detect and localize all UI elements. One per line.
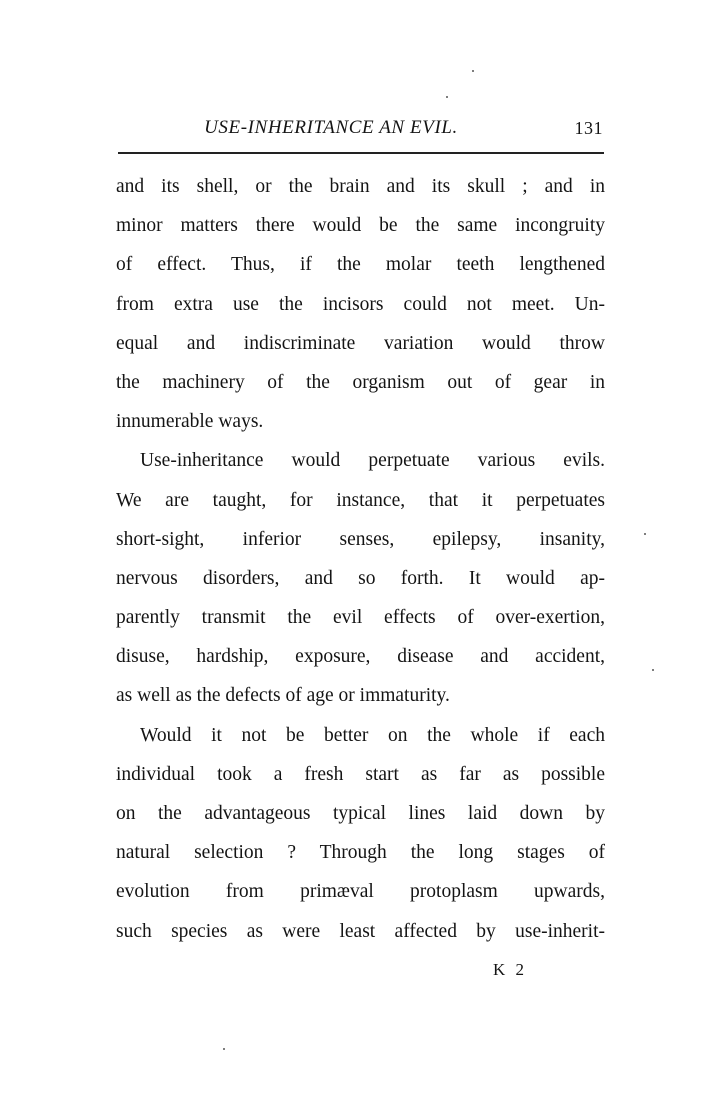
text-line: such species as were least affected by use-inherit- [116,920,605,942]
text-line: short-sight, inferior senses, epilepsy, insanity, [116,528,605,550]
text-line: evolution from primæval protoplasm upwards, [116,881,605,903]
text-line: from extra use the incisors could not meet. Un- [116,293,605,315]
text-line: as well as the defects of age or immaturity. [116,685,450,707]
scan-speck [644,533,646,535]
scan-speck [223,1048,225,1050]
text-line: We are taught, for instance, that it perpetuates [116,489,605,511]
text-line: innumerable ways. [116,411,264,433]
body-text [116,167,605,951]
text-line: Would it not be better on the whole if each [140,724,605,746]
running-title: USE-INHERITANCE AN EVIL. [204,117,458,138]
text-line: equal and indiscriminate variation would throw [116,332,605,354]
page-number: 131 [574,118,603,138]
text-line: and its shell, or the brain and its skull ; and in [116,176,605,197]
header-rule [118,152,604,154]
signature-mark: K 2 [493,960,528,979]
text-line: parently transmit the evil effects of over-exertion, [116,607,605,629]
text-line: individual took a fresh start as far as possible [116,763,605,785]
scan-speck [652,669,654,671]
text-line: nervous disorders, and so forth. It would ap- [116,567,605,589]
scan-speck [446,96,448,98]
text-line: disuse, hardship, exposure, disease and accident, [116,646,605,668]
text-line: the machinery of the organism out of gear in [116,371,605,393]
scan-speck [472,70,474,72]
text-line: of effect. Thus, if the molar teeth lengthened [116,254,605,276]
text-line: natural selection ? Through the long stages of [116,842,605,864]
text-line: on the advantageous typical lines laid down by [116,803,605,824]
text-line: Use-inheritance would perpetuate various evils. [140,450,605,472]
page-header [116,116,605,142]
text-line: minor matters there would be the same incongruity [116,215,605,237]
